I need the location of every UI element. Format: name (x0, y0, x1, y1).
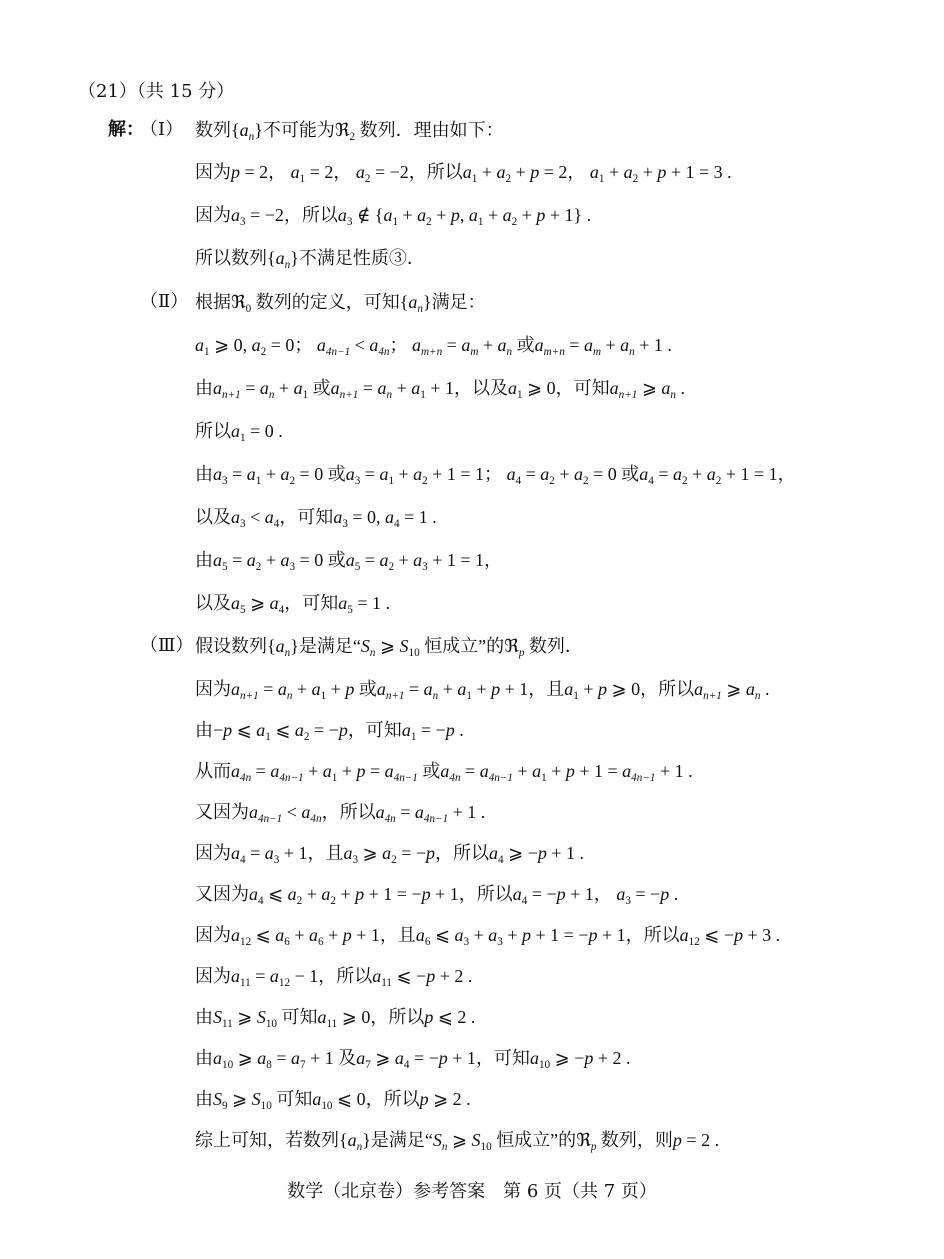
part-2-line-2: 由$a_{n+1} = a_n + a_1$ 或$a_{n+1} = a_n + a_1 + 1$，以及$a_1$ ⩾ 0，可知$a_{n+1}$ ⩾ $a_n$ . (195, 378, 685, 401)
part-3-line-8: 因为$a_{11} = a_{12} - 1$，所以$a_{11}$ ⩽ −p + 2 . (195, 966, 473, 989)
part-3-intro: 假设数列$\{a_n\}$是满足“$S_n$ ⩾ $S_{10}$ 恒成立”的ℜ$_p$ 数列． (195, 636, 583, 659)
part-1-line-1: 因为p = 2， $a_1 = 2$， $a_2 = -2$，所以$a_1 + a_2 + p = 2$， $a_1 + a_2 + p + 1 = 3$ . (195, 162, 732, 185)
part-3-line-3: 从而$a_{4n} = a_{4n-1} + a_1 + p = a_{4n-1}$ 或$a_{4n} = a_{4n-1} + a_1 + p + 1 = a_{4n-1} + 1$ . (195, 761, 693, 784)
part-2-label: （Ⅱ） (140, 291, 189, 312)
part-2-line-5: 以及$a_3 < a_4$，可知$a_3 = 0$, $a_4 = 1$ . (195, 507, 437, 530)
problem-heading: （21）（共 15 分） (78, 81, 235, 102)
part-3-line-5: 因为$a_4 = a_3 + 1$，且$a_3$ ⩾ $a_2 = -p$，所以$a_4$ ⩾ −p + 1 . (195, 843, 584, 866)
part-2-line-6: 由$a_5 = a_2 + a_3 = 0$ 或$a_5 = a_2 + a_3 + 1 = 1$， (195, 550, 503, 573)
part-3-line-2: 由−p ⩽ $a_1$ ⩽ $a_2 = -p$，可知$a_1 = -p$ . (195, 720, 464, 743)
part-3-line-6: 又因为$a_4$ ⩽ $a_2 + a_2 + p + 1 = -p + 1$，所以$a_4 = -p + 1$， $a_3 = -p$ . (195, 884, 679, 907)
part-3-line-1: 因为$a_{n+1} = a_n + a_1 + p$ 或$a_{n+1} = a_n + a_1 + p + 1$，且$a_1 + p$ ⩾ 0，所以$a_{n+1}$ ⩾ $a_n$ . (195, 679, 770, 702)
part-1-intro: 数列$\{a_n\}$不可能为ℜ$_2$ 数列．理由如下： (195, 120, 504, 143)
part-3-line-9: 由$S_{11}$ ⩾ $S_{10}$ 可知$a_{11}$ ⩾ 0，所以p ⩽ 2 . (195, 1007, 476, 1030)
part-2-intro: 根据ℜ$_0$ 数列的定义，可知$\{a_n\}$满足： (195, 292, 486, 315)
part-3-label: （Ⅲ） (140, 635, 194, 656)
part-2-line-7: 以及$a_5$ ⩾ $a_4$，可知$a_5 = 1$ . (195, 593, 390, 616)
part-1-label: （Ⅰ） (140, 119, 184, 140)
part-2-line-1: $a_1$ ⩾ 0, $a_2 = 0$； $a_{4n-1} < a_{4n}$； $a_{m+n} = a_m + a_n$ 或$a_{m+n} = a_m + a_n + 1$ . (195, 335, 672, 358)
page-footer: 数学（北京卷）参考答案 第 6 页（共 7 页） (287, 1181, 657, 1202)
part-3-line-4: 又因为$a_{4n-1} < a_{4n}$，所以$a_{4n} = a_{4n-1} + 1$ . (195, 802, 486, 825)
answer-label: 解： (108, 119, 144, 140)
part-1-line-2: 因为$a_3 = -2$，所以$a_3$ ∉ {$a_1 + a_2 + p$, $a_1 + a_2 + p + 1$} . (195, 205, 592, 228)
part-3-line-10: 由$a_{10}$ ⩾ $a_8 = a_7 + 1$ 及$a_7$ ⩾ $a_4 = -p + 1$，可知$a_{10}$ ⩾ −p + 2 . (195, 1048, 631, 1071)
part-2-line-4: 由$a_3 = a_1 + a_2 = 0$ 或$a_3 = a_1 + a_2 + 1 = 1$； $a_4 = a_2 + a_2 = 0$ 或$a_4 = a_2 + a_2 + 1 = 1$， (195, 464, 796, 487)
part-3-line-11: 由$S_9$ ⩾ $S_{10}$ 可知$a_{10}$ ⩽ 0，所以p ⩾ 2 . (195, 1089, 471, 1112)
part-3-conclusion: 综上可知，若数列$\{a_n\}$是满足“$S_n$ ⩾ $S_{10}$ 恒成立”的ℜ$_p$ 数列，则p = 2 . (195, 1130, 720, 1153)
part-3-line-7: 因为$a_{12}$ ⩽ $a_6 + a_6 + p + 1$，且$a_6$ ⩽ $a_3 + a_3 + p + 1 = -p + 1$，所以$a_{12}$ ⩽ −p + 3 . (195, 925, 781, 948)
part-1-line-3: 所以数列$\{a_n\}$不满足性质③． (195, 248, 425, 271)
part-2-line-3: 所以$a_1 = 0$ . (195, 421, 283, 444)
